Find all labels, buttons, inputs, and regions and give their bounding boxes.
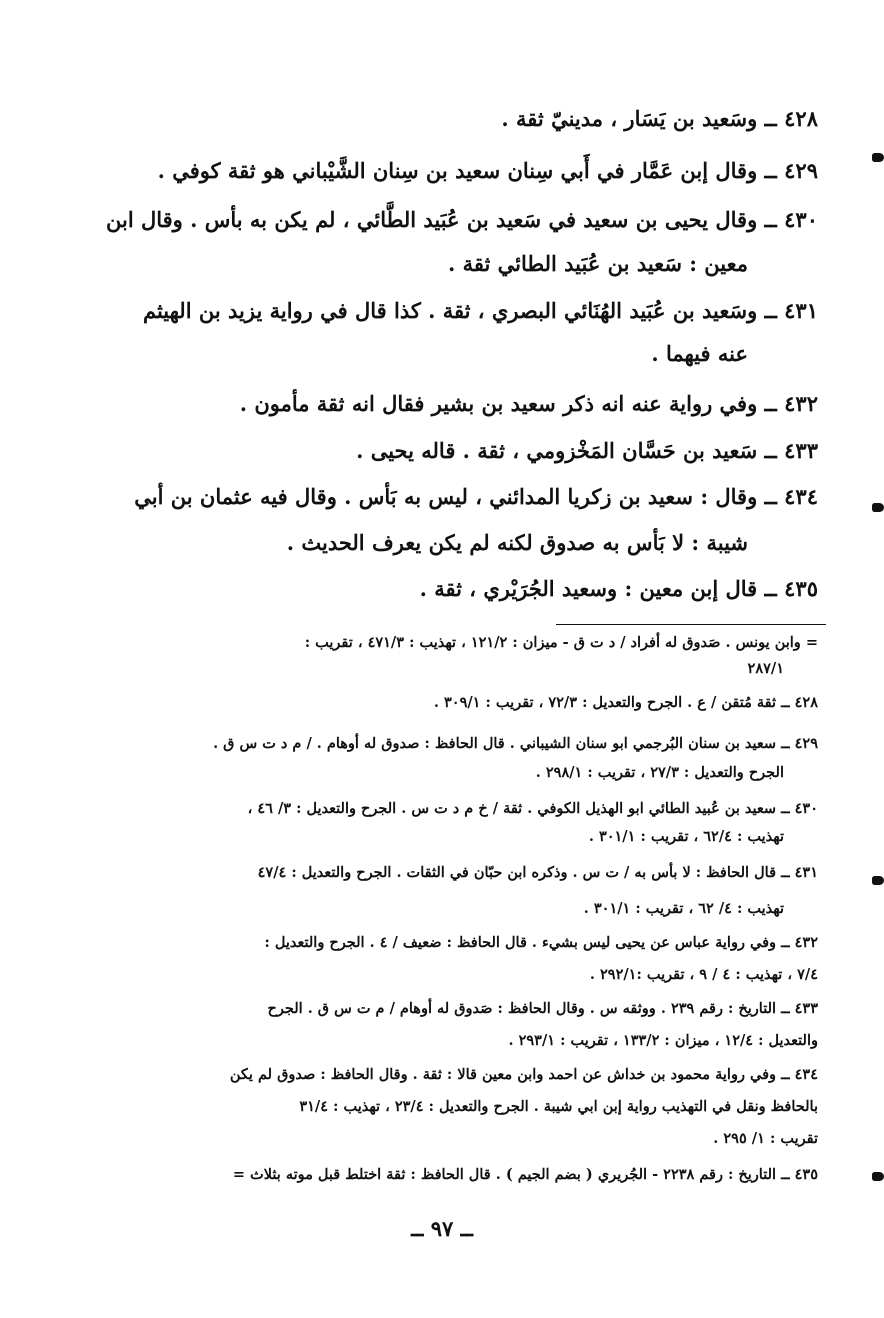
entry-433: ٤٣٣ ــ سَعيد بن حَسَّان المَخْزومي ، ثقة . قاله يحيى . [356,438,818,463]
entry-434-continued: شيبة : لا بَأس به صدوق لكنه لم يكن يعرف الحديث . [286,530,748,555]
footnote-carryover-continued: ٢٨٧/١ [747,660,784,677]
entry-431-continued: عنه فيهما . [651,341,748,366]
footnote-430-continued: تهذيب : ٦٢/٤ ، تقريب : ٣٠١/١ . [588,828,784,845]
footnote-431-continued: تهذيب : ٤/ ٦٢ ، تقريب : ٣٠١/١ . [583,900,784,917]
entry-434: ٤٣٤ ــ وقال : سعيد بن زكريا المدائني ، ليس به بَأس . وقال فيه عثمان بن أبي [134,484,818,509]
entry-430-continued: معين : سَعيد بن عُبَيد الطائي ثقة . [447,251,748,276]
footnote-435: ٤٣٥ ــ التاريخ : رقم ٢٢٣٨ - الجُريري ( بضم الجيم ) . قال الحافظ : ثقة اختلط قبل موته بثلاث = [232,1166,818,1183]
footnote-431: ٤٣١ ــ قال الحافظ : لا بأس به / ت س . وذكره ابن حبّان في الثقات . الجرح والتعديل : ٤٧/٤ [257,864,818,881]
margin-mark [872,503,884,512]
footnote-434-continued: بالحافظ ونقل في التهذيب رواية إبن ابي شيبة . الجرح والتعديل : ٢٣/٤ ، تهذيب : ٣١/٤ [299,1098,818,1115]
footnote-432-continued: ٧/٤ ، تهذيب : ٤ / ٩ ، تقريب :٢٩٢/١ . [589,966,818,983]
margin-mark [872,876,884,885]
entry-429: ٤٢٩ ــ وقال إبن عَمَّار في أَبي سِنان سعيد بن سِنان الشَّيْباني هو ثقة كوفي . [157,158,818,183]
entry-430: ٤٣٠ ــ وقال يحيى بن سعيد في سَعيد بن عُبَيد الطَّائي ، لم يكن به بأس . وقال ابن [105,207,818,232]
footnote-separator [556,624,826,625]
entry-435: ٤٣٥ ــ قال إبن معين : وسعيد الجُرَيْري ، ثقة . [419,576,818,601]
margin-mark [872,1172,884,1181]
footnote-430: ٤٣٠ ــ سعيد بن عُبيد الطائي ابو الهذيل الكوفي . ثقة / خ م د ت س . الجرح والتعديل : ٣/ ٤٦ ، [247,800,818,817]
footnote-432: ٤٣٢ ــ وفي رواية عباس عن يحيى ليس بشيء . قال الحافظ : ضعيف / ٤ . الجرح والتعديل : [264,934,818,951]
footnote-433: ٤٣٣ ــ التاريخ : رقم ٢٣٩ . ووثقه س . وقال الحافظ : صَدوق له أوهام / م ت س ق . الجرح [267,1000,818,1017]
footnote-428: ٤٢٨ ــ ثقة مُتقن / ع . الجرح والتعديل : ٧٢/٣ ، تقريب : ٣٠٩/١ . [433,694,818,711]
margin-mark [872,153,884,162]
page-number: ــ ٩٧ ــ [411,1216,473,1241]
footnote-434-continued-2: تقريب : ١/ ٢٩٥ . [713,1130,818,1147]
footnote-429: ٤٢٩ ــ سعيد بن سنان البُرجمي ابو سنان الشيباني . قال الحافظ : صدوق له أوهام . / م د ت س ق . [213,735,818,752]
entry-432: ٤٣٢ ــ وفي رواية عنه انه ذكر سعيد بن بشير فقال انه ثقة مأمون . [239,391,818,416]
footnote-434: ٤٣٤ ــ وفي رواية محمود بن خداش عن احمد وابن معين قالا : ثقة . وقال الحافظ : صدوق لم يكن [229,1066,818,1083]
footnote-carryover: = وابن يونس . صَدوق له أفراد / د ت ق - ميزان : ١٢١/٢ ، تهذيب : ٤٧١/٣ ، تقريب : [304,634,818,651]
footnote-433-continued: والتعديل : ١٢/٤ ، ميزان : ١٣٣/٢ ، تقريب : ٢٩٣/١ . [508,1032,818,1049]
footnote-429-continued: الجرح والتعديل : ٢٧/٣ ، تقريب : ٢٩٨/١ . [535,764,784,781]
entry-431: ٤٣١ ــ وسَعيد بن عُبَيد الهُنَائي البصري ، ثقة . كذا قال في رواية يزيد بن الهيثم [142,298,818,323]
entry-428: ٤٢٨ ــ وسَعيد بن يَسَار ، مدينيّ ثقة . [501,106,818,131]
